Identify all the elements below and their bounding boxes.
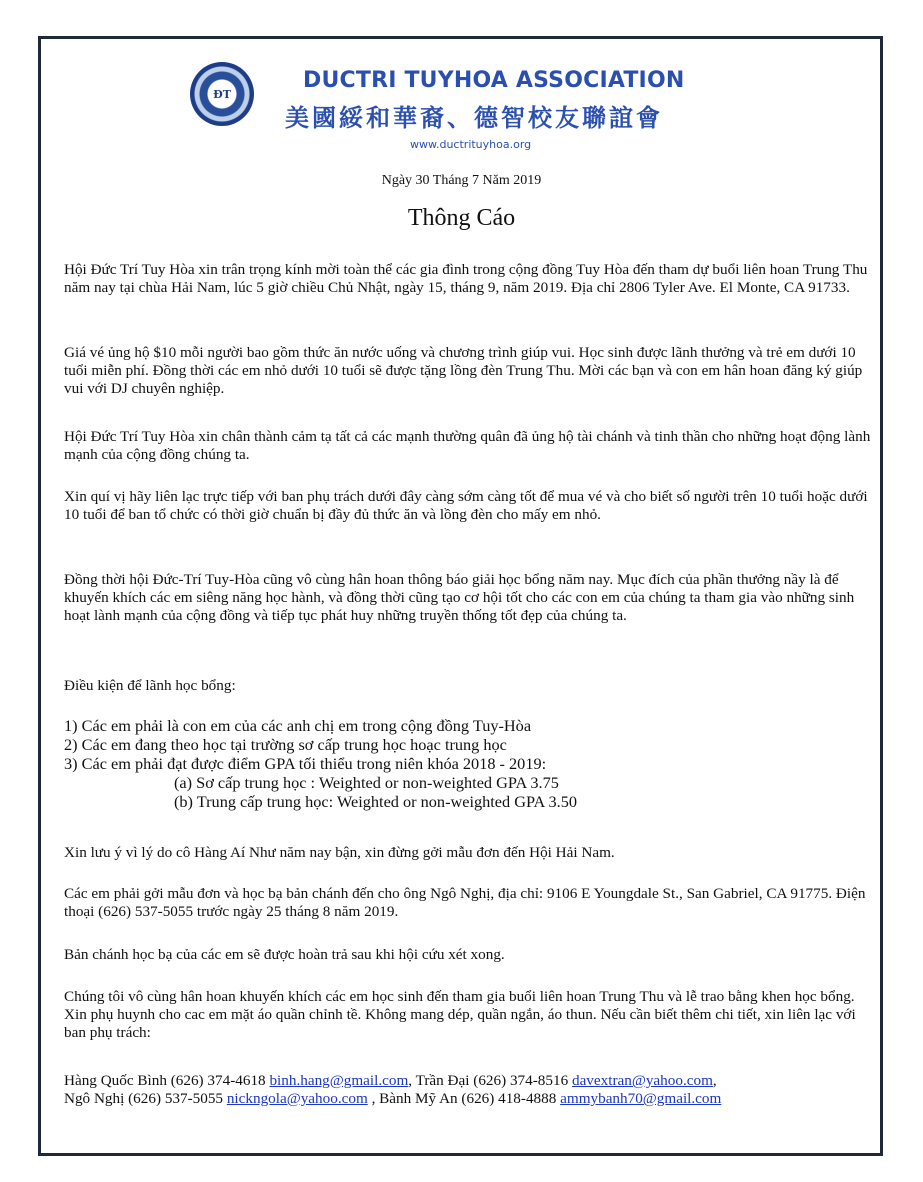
association-chinese-name: 美國綏和華裔、德智校友聯誼會 [285,103,663,132]
conditions-list [64,716,874,811]
association-logo-icon [190,62,254,126]
contact-text: Hàng Quốc Bình (626) 374-4618 [64,1072,270,1089]
paragraph-submission: Các em phải gởi mẫu đơn và học bạ bản chánh đến cho ông Ngô Nghị, địa chỉ: 9106 E Youngdale St., San Gabriel, CA 91775. Điện thoại (626) 537-5055 trước ngày 25 tháng 8 năm 2019. [64,885,866,920]
condition-item: 1) Các em phải là con em của các anh chị em trong cộng đồng Tuy-Hòa [64,716,532,735]
association-url[interactable]: www.ductrituyhoa.org [410,138,532,151]
contact-email-link[interactable]: ammybanh70@gmail.com [560,1090,722,1107]
sub-condition-item: (a) Sơ cấp trung học : Weighted or non-weighted GPA 3.75 [174,773,559,792]
contact-text: , Trần Đại (626) 374-8516 [408,1072,572,1089]
paragraph-return: Bản chánh học bạ của các em sẽ được hoàn trả sau khi hội cứu xét xong. [64,946,505,963]
paragraph-invitation: Hội Đức Trí Tuy Hòa xin trân trọng kính mời toàn thể các gia đình trong cộng đồng Tuy Hòa đến tham dự buổi liên hoan Trung Thu năm nay tại chùa Hải Nam, lúc 5 giờ chiều Chủ Nhật, ngày 15, tháng 9, năm 2019. Địa chỉ 2806 Tyler Ave. El Monte, CA 91733. [64,261,868,296]
contact-email-link[interactable]: nickngola@yahoo.com [226,1090,368,1107]
association-name: DUCTRI TUYHOA ASSOCIATION [303,68,685,93]
contact-separator: , [712,1072,717,1089]
sub-condition-item: (b) Trung cấp trung học: Weighted or non-weighted GPA 3.50 [174,792,577,811]
contacts-block [64,1072,874,1108]
announcement-date: Ngày 30 Tháng 7 Năm 2019 [381,173,542,188]
announcement-title: Thông Cáo [407,205,516,231]
paragraph-conditions-heading: Điều kiện để lãnh học bổng: [64,677,236,694]
logo-text: ĐT [213,87,231,101]
letterhead [190,62,750,162]
contact-email-link[interactable]: binh.hang@gmail.com [269,1072,409,1089]
condition-item: 3) Các em phải đạt được điểm GPA tối thiểu trong niên khóa 2018 - 2019: [64,754,547,773]
contact-email-link[interactable]: davextran@yahoo.com [571,1072,713,1089]
contact-text: Ngô Nghị (626) 537-5055 [64,1090,227,1107]
paragraph-scholarship: Đồng thời hội Đức-Trí Tuy-Hòa cũng vô cùng hân hoan thông báo giải học bổng năm nay. Mục đích của phần thưởng nầy là để khuyến khích các em siêng năng học hành, và đồng thời cũng tạo cơ hội tốt cho các con em của chúng ta tham gia vào những sinh hoạt lành mạnh của cộng đồng và tiếp tục phát huy những truyền thống tốt đẹp của chúng ta. [64,571,855,624]
paragraph-contact-request: Xin quí vị hãy liên lạc trực tiếp với ban phụ trách dưới đây càng sớm càng tốt để mua vé và cho biết số người trên 10 tuổi hoặc dưới 10 tuổi để ban tổ chức có thời giờ chuẩn bị đầy đủ thức ăn và lồng đèn cho mấy em nhỏ. [64,488,868,523]
condition-item: 2) Các em đang theo học tại trường sơ cấp trung học hoạc trung học [64,735,507,754]
paragraph-thanks: Hội Đức Trí Tuy Hòa xin chân thành cảm tạ tất cả các mạnh thường quân đã ủng hộ tài chánh và tinh thần cho những hoạt động lành mạnh của cộng đồng chúng ta. [64,428,871,463]
paragraph-note: Xin lưu ý vì lý do cô Hàng Aí Như năm nay bận, xin đừng gởi mẫu đơn đến Hội Hải Nam. [64,844,615,861]
contact-text: , Bành Mỹ An (626) 418-4888 [367,1090,561,1107]
paragraph-closing: Chúng tôi vô cùng hân hoan khuyến khích các em học sinh đến tham gia buổi liên hoan Trung Thu và lễ trao bằng khen học bổng. Xin phụ huynh cho cac em mặt áo quần chỉnh tề. Không mang dép, quần ngắn, áo thun. Nếu cần biết thêm chi tiết, xin liên lạc với ban phụ trách: [64,988,856,1041]
paragraph-tickets: Giá vé ủng hộ $10 mỗi người bao gồm thức ăn nước uống và chương trình giúp vui. Học sinh được lãnh thưởng và trẻ em dưới 10 tuổi miễn phí. Đồng thời các em nhỏ dưới 10 tuổi sẽ được tặng lồng đèn Trung Thu. Mời các bạn và con em hân hoan đăng ký giúp vui với DJ chuyên nghiệp. [64,344,863,397]
